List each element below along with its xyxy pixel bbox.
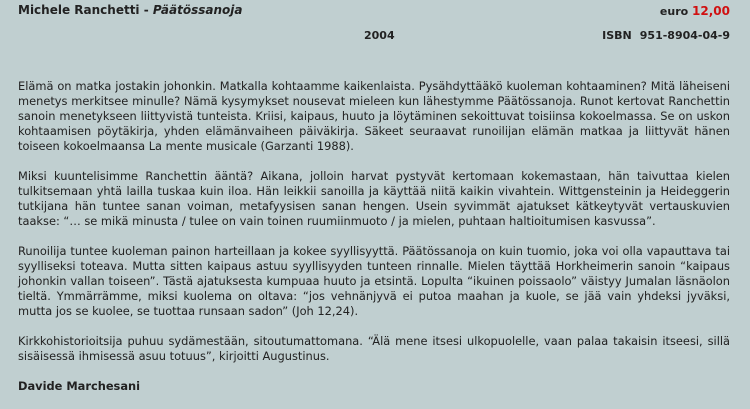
book-header	[18, 3, 730, 43]
title-separator: -	[139, 3, 153, 17]
review-paragraph: Runoilija tuntee kuoleman painon harteillaan ja kokee syyllisyyttä. Päätössanoja on kuin tuomio, joka voi olla vapauttava tai syylliseksi toteava. Mutta sitten kaipaus astuu syyllisyyden tunteen rinnalle. Mielen täyttää Horkheimerin sanoin “kaipaus johonkin vallan toiseen”. Tästä ajatuksesta kumpuaa huuto ja etsintä. Lopulta “ikuinen poissaolo” väistyy Jumalan läsnäolon tieltä. Ymmärrämme, miksi kuolema on oltava: “jos vehnänjyvä ei putoa maahan ja kuole, se jää vain yhdeksi jyväksi, mutta jos se kuolee, se tuottaa runsaan sadon” (Joh 12,24).	[18, 244, 730, 318]
review-signature: Davide Marchesani	[18, 379, 141, 393]
book-title-line	[18, 3, 242, 17]
price-currency: euro	[659, 5, 689, 18]
isbn	[602, 29, 730, 42]
price-amount: 12,00	[692, 4, 730, 18]
isbn-number: 951-8904-04-9	[639, 29, 730, 42]
review-paragraph: Miksi kuuntelisimme Ranchettin ääntä? Aikana, jolloin harvat pystyvät kertomaan kokemastaan, hän taivuttaa kielen tulkitsemaan yhtä lailla tuskaa kuin iloa. Hän leikkii sanoilla ja käyttää niitä kaikin vivahtein. Wittgensteinin ja Heideggerin tutkijana hän tuntee sanan voiman, metafyysisen sanan hengen. Usein syvimmät ajatukset kätkeytyvät vertauskuvien taakse: “… se mikä minusta / tulee on vain toinen ruumiinmuoto / ja mielen, puhtaan haltioitumisen kasvussa”.	[18, 169, 730, 228]
review-paragraph: Elämä on matka jostakin johonkin. Matkalla kohtaamme kaikenlaista. Pysähdyttääkö kuoleman kohtaaminen? Mitä läheiseni menetys merkitsee minulle? Nämä kysymykset nousevat mieleen kun lähestymme Päätössanoja. Runot kertovat Ranchettin sanoin menetykseen liittyvistä tunteista. Kriisi, kaipaus, huuto ja löytäminen sekoittuvat toisiinsa kokoelmassa. Se on uskon kohtaamisen pöytäkirja, yhden elämänvaiheen päiväkirja. Säkeet seuraavat runoilijan elämän matkaa ja liittyvät hänen toiseen kokoelmaansa La mente musicale (Garzanti 1988).	[18, 79, 730, 153]
review-text	[18, 79, 730, 409]
author-name: Michele Ranchetti	[18, 3, 140, 17]
book-title: Päätössanoja	[152, 3, 243, 17]
review-paragraph: Kirkkohistorioitsija puhuu sydämestään, sitoutumattomana. “Älä mene itsesi ulkopuolelle, vaan palaa takaisin itseesi, sillä sisäisessä ihmisessä asuu totuus”, kirjoitti Augustinus.	[18, 334, 730, 363]
price	[660, 4, 730, 18]
publication-year: 2004	[364, 29, 395, 42]
isbn-label: ISBN	[602, 29, 632, 42]
